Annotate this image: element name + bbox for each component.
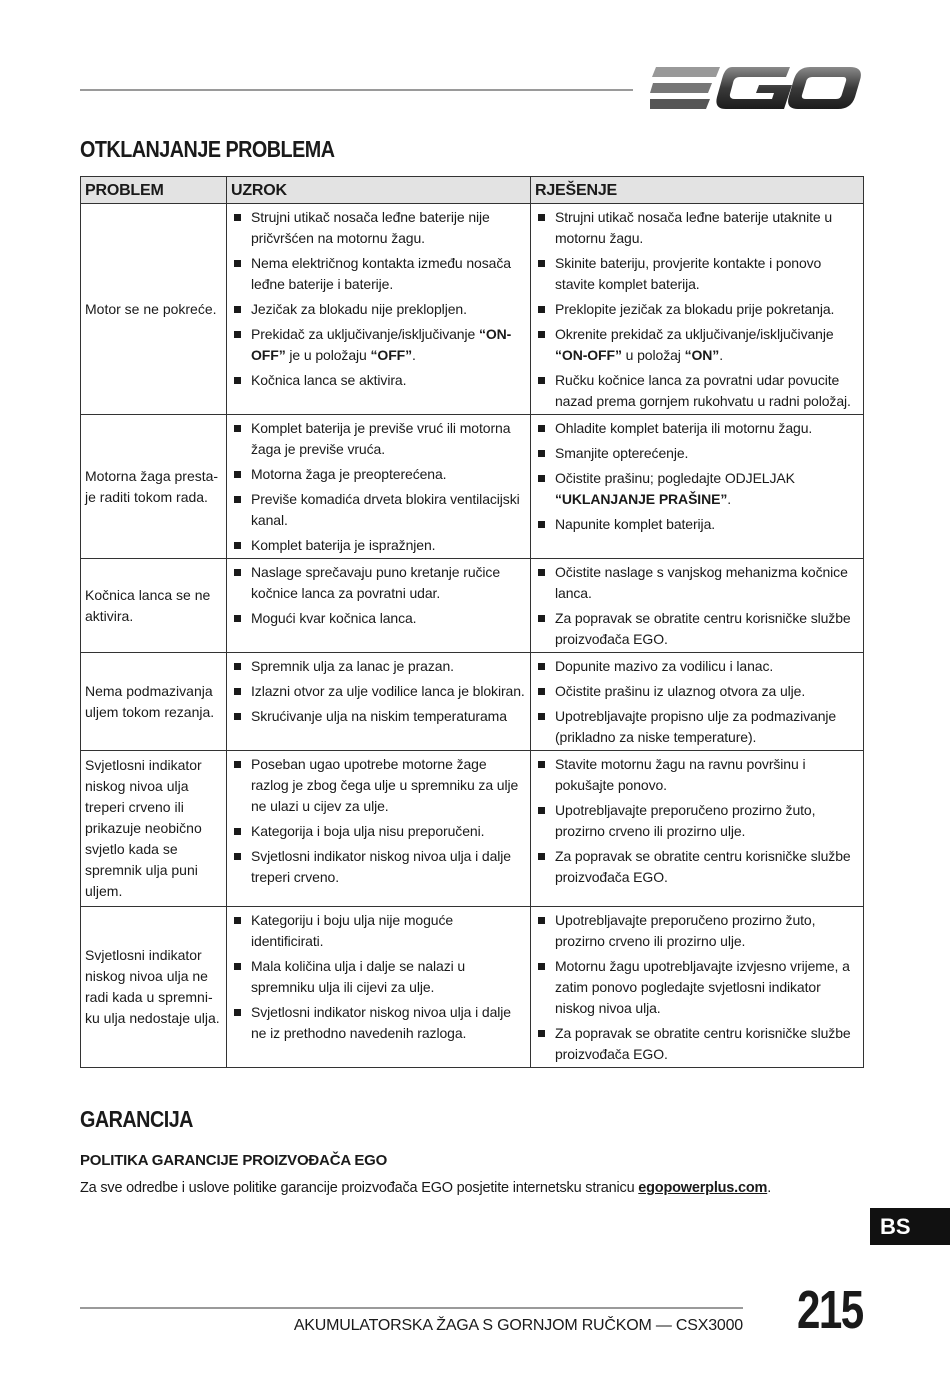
cause-text: Naslage sprečavaju puno kretanje ručice kočnice lanca za povratni udar. (251, 564, 501, 601)
solution-cell (531, 204, 864, 415)
cause-text: Prekidač za uključivanje/isključivanje (251, 326, 479, 342)
table-header-row (81, 177, 864, 204)
cause-item (231, 681, 526, 702)
warranty-policy-text (80, 1180, 860, 1196)
solution-item (535, 324, 859, 366)
cause-text: “OFF” (370, 347, 412, 363)
cause-item (231, 956, 526, 998)
cause-text: . (412, 347, 416, 363)
solution-text: Upotrebljavajte propisno ulje za podmazivanje (prikladno za niske temperature). (555, 708, 837, 745)
solution-text: Napunite komplet baterija. (555, 516, 716, 532)
solution-item (535, 370, 859, 412)
egopowerplus-link[interactable]: egopowerplus.com (638, 1180, 768, 1196)
ego-logo (650, 64, 862, 112)
cause-text: Kategorija i boja ulja nisu preporučeni. (251, 823, 485, 839)
cause-item (231, 418, 526, 460)
solution-cell (531, 415, 864, 559)
section-title: OTKLANJANJE PROBLEMA (80, 136, 335, 162)
solution-item (535, 468, 859, 510)
table-row (81, 415, 864, 559)
solution-item (535, 1023, 859, 1065)
cause-text: Kategoriju i boju ulja nije moguće identificirati. (251, 912, 454, 949)
cause-cell (227, 415, 531, 559)
cause-text: Kočnica lanca se aktivira. (251, 372, 407, 388)
cause-item (231, 754, 526, 817)
policy-text-start: Za sve odredbe i uslove politike garancije proizvođača EGO posjetite internetsku stranicu (80, 1180, 639, 1196)
footer-rule (80, 1307, 743, 1309)
solution-cell (531, 559, 864, 653)
solution-item (535, 706, 859, 748)
cause-text: Poseban ugao upotrebe motorne žage razlog je zbog čega ulje u spremniku za ulje ne ulazi u cijev za ulje. (251, 756, 519, 814)
solution-item (535, 656, 859, 677)
solution-text: Očistite prašinu iz ulaznog otvora za ulje. (555, 683, 806, 699)
cause-item (231, 299, 526, 320)
header-rule (80, 89, 633, 91)
language-tab: BS (870, 1208, 950, 1245)
table-row (81, 653, 864, 751)
solution-text: Za popravak se obratite centru korisničke službe proizvođača EGO. (555, 1025, 851, 1062)
solution-text: Upotrebljavajte preporučeno prozirno žuto, prozirno crveno ili prozirno ulje. (555, 802, 816, 839)
solution-text: Za popravak se obratite centru korisničke službe proizvođača EGO. (555, 610, 851, 647)
cause-text: Komplet baterija je ispražnjen. (251, 537, 436, 553)
troubleshooting-table (80, 176, 864, 1068)
cause-text: Previše komadića drveta blokira ventilacijski kanal. (251, 491, 520, 528)
footer-title: AKUMULATORSKA ŽAGA S GORNJOM RUČKOM — CSX3000 (293, 1317, 743, 1334)
cause-text: Svjetlosni indikator niskog nivoa ulja i dalje treperi crveno. (251, 848, 511, 885)
cause-text: Strujni utikač nosača leđne baterije nije pričvršćen na motornu žagu. (251, 209, 490, 246)
solution-item (535, 681, 859, 702)
solution-item (535, 956, 859, 1019)
solution-text: “UKLANJANJE PRAŠINE” (555, 491, 728, 507)
cause-text: Mogući kvar kočnica lanca. (251, 610, 417, 626)
solution-text: Strujni utikač nosača leđne baterije utaknite u motornu žagu. (555, 209, 833, 246)
problem-cell: Kočnica lanca se ne aktivira. (81, 559, 227, 653)
cause-text: Svjetlosni indikator niskog nivoa ulja i dalje ne iz prethodno navedenih razloga. (251, 1004, 511, 1041)
cause-text: Izlazni otvor za ulje vodilice lanca je blokiran. (251, 683, 525, 699)
cause-item (231, 910, 526, 952)
solution-item (535, 846, 859, 888)
column-header-cause: UZROK (227, 177, 531, 204)
cause-cell (227, 751, 531, 907)
solution-text: Stavite motornu žagu na ravnu površinu i pokušajte ponovo. (555, 756, 806, 793)
cause-cell (227, 559, 531, 653)
cause-cell (227, 907, 531, 1068)
table-row (81, 204, 864, 415)
solution-item (535, 608, 859, 650)
problem-cell: Svjetlosni indikator niskog nivoa ulja treperi crveno ili prikazuje neobično svjetlo kada se spremnik ulja puni uljem. (81, 751, 227, 907)
cause-item (231, 370, 526, 391)
cause-text: Jezičak za blokadu nije preklopljen. (251, 301, 467, 317)
policy-text-end: . (767, 1180, 772, 1196)
solution-text: “ON” (684, 347, 720, 363)
cause-item (231, 706, 526, 727)
warranty-policy-subtitle: POLITIKA GARANCIJE PROIZVOĐAČA EGO (80, 1152, 388, 1169)
solution-text: “ON-OFF” (555, 347, 622, 363)
solution-text: Upotrebljavajte preporučeno prozirno žuto, prozirno crveno ili prozirno ulje. (555, 912, 816, 949)
table-row (81, 907, 864, 1068)
cause-text: Mala količina ulja i dalje se nalazi u spremniku ulja ili cijevi za ulje. (251, 958, 466, 995)
cause-item (231, 489, 526, 531)
column-header-problem: PROBLEM (81, 177, 227, 204)
solution-item (535, 299, 859, 320)
cause-item (231, 608, 526, 629)
solution-item (535, 443, 859, 464)
solution-text: Očistite naslage s vanjskog mehanizma kočnice lanca. (555, 564, 848, 601)
solution-text: Skinite bateriju, provjerite kontakte i ponovo stavite komplet baterija. (555, 255, 822, 292)
solution-item (535, 800, 859, 842)
solution-text: u položaj (621, 347, 685, 363)
warranty-title: GARANCIJA (80, 1106, 193, 1132)
problem-cell: Svjetlosni indikator niskog nivoa ulja ne radi kada u spremni-ku ulja nedostaje ulja. (81, 907, 227, 1068)
problem-cell: Motor se ne pokreće. (81, 204, 227, 415)
page-number: 215 (797, 1280, 863, 1340)
solution-text: Dopunite mazivo za vodilicu i lanac. (555, 658, 774, 674)
solution-text: Preklopite jezičak za blokadu prije pokretanja. (555, 301, 835, 317)
cause-item (231, 821, 526, 842)
cause-cell (227, 653, 531, 751)
solution-text: . (727, 491, 732, 507)
solution-cell (531, 751, 864, 907)
cause-item (231, 207, 526, 249)
cause-item (231, 535, 526, 556)
cause-item (231, 846, 526, 888)
solution-item (535, 562, 859, 604)
cause-text: “ON-OFF” (251, 326, 512, 363)
cause-cell (227, 204, 531, 415)
cause-item (231, 656, 526, 677)
solution-cell (531, 653, 864, 751)
cause-text: je u položaju (285, 347, 371, 363)
solution-item (535, 418, 859, 439)
solution-text: Za popravak se obratite centru korisničke službe proizvođača EGO. (555, 848, 851, 885)
solution-text: Smanjite opterećenje. (555, 445, 689, 461)
cause-item (231, 562, 526, 604)
solution-text: Ohladite komplet baterija ili motornu žagu. (555, 420, 813, 436)
table-row (81, 751, 864, 907)
table-row (81, 559, 864, 653)
solution-item (535, 514, 859, 535)
solution-text: Ručku kočnice lanca za povratni udar povucite nazad prema gornjem rukohvatu u radni položaj. (555, 372, 851, 409)
cause-text: Spremnik ulja za lanac je prazan. (251, 658, 454, 674)
cause-text: Skrućivanje ulja na niskim temperaturama (251, 708, 507, 724)
solution-item (535, 910, 859, 952)
solution-text: Očistite prašinu; pogledajte ODJELJAK (555, 470, 795, 486)
cause-item (231, 464, 526, 485)
cause-text: Komplet baterija je previše vruć ili motorna žaga je previše vruća. (251, 420, 511, 457)
cause-text: Motorna žaga je preopterećena. (251, 466, 447, 482)
solution-cell (531, 907, 864, 1068)
cause-item (231, 253, 526, 295)
solution-text: Motornu žagu upotrebljavajte izvjesno vrijeme, a zatim ponovo pogledajte svjetlosni indikator niskog nivoa ulja. (555, 958, 850, 1016)
solution-item (535, 754, 859, 796)
solution-text: Okrenite prekidač za uključivanje/isključivanje (555, 326, 834, 342)
solution-text: . (719, 347, 723, 363)
problem-cell: Nema podmazivanja uljem tokom rezanja. (81, 653, 227, 751)
column-header-solution: RJEŠENJE (531, 177, 864, 204)
solution-item (535, 253, 859, 295)
cause-item (231, 324, 526, 366)
solution-item (535, 207, 859, 249)
problem-cell: Motorna žaga presta-je raditi tokom rada. (81, 415, 227, 559)
cause-text: Nema električnog kontakta između nosača leđne baterije i baterije. (251, 255, 511, 292)
cause-item (231, 1002, 526, 1044)
